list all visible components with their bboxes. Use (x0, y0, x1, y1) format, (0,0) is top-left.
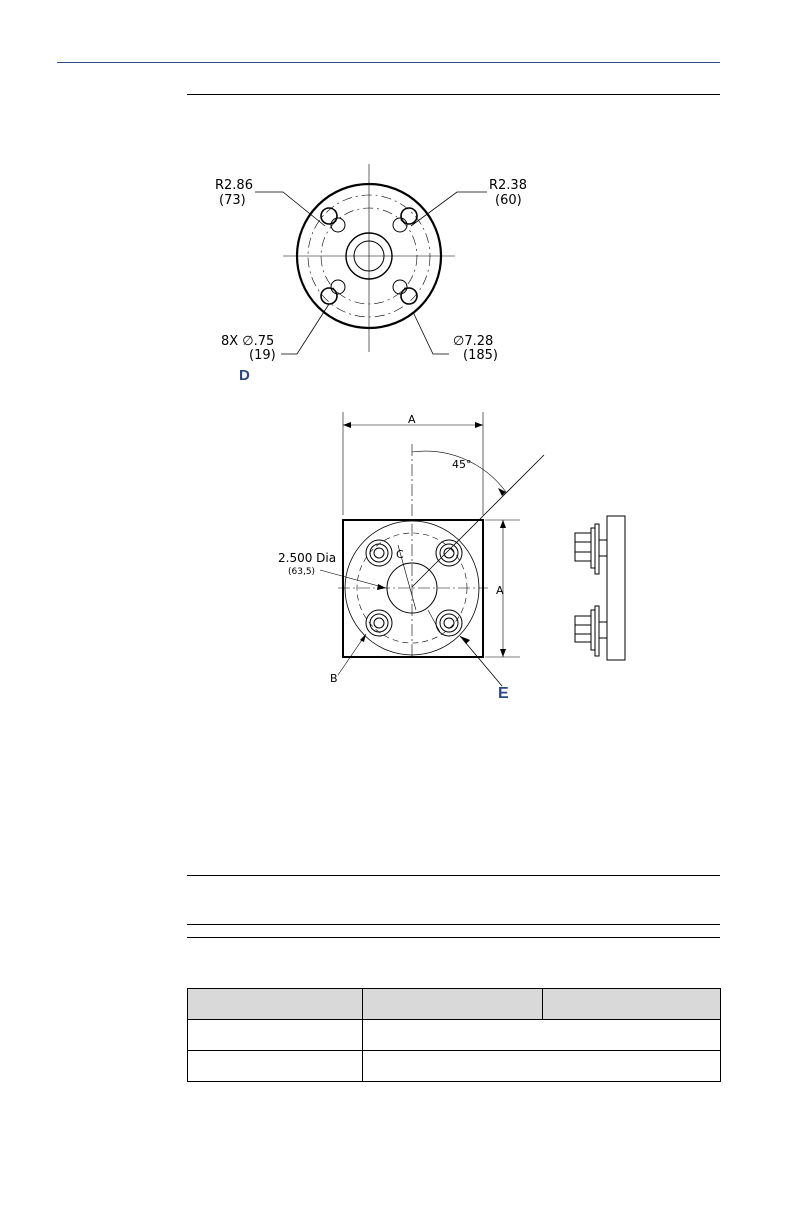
bolt-slot-tl (321, 208, 345, 232)
section-rule-2 (187, 924, 720, 925)
label-c: C (396, 548, 404, 561)
dim-bore: 2.500 Dia (278, 551, 337, 565)
dim-diameter-mm: (185) (463, 348, 498, 363)
callout-d: D (239, 367, 250, 384)
round-flange-drawing (187, 140, 547, 395)
label-b: B (330, 672, 338, 685)
dim-holes-mm: (19) (249, 348, 276, 363)
bolt-tr (436, 540, 462, 566)
table-header-cell (188, 989, 363, 1020)
table-header-cell (543, 989, 721, 1020)
table-row (188, 1020, 721, 1051)
bolt-tl (366, 540, 392, 566)
dim-angle: 45° (452, 458, 472, 471)
bolt-slot-bl (321, 280, 345, 304)
bolt-slot-tr (393, 208, 417, 232)
section-rule-1 (187, 875, 720, 876)
spec-table (187, 988, 721, 1082)
callout-e: E (498, 685, 509, 702)
bolt-br (436, 610, 462, 636)
table-cell (188, 1020, 363, 1051)
header-rule (57, 62, 720, 63)
table-row (188, 1051, 721, 1082)
dim-bore-mm: (63,5) (288, 567, 316, 577)
dim-holes: 8X ∅.75 (221, 334, 275, 349)
dim-a-right: A (496, 584, 504, 597)
dim-r-inner: R2.38 (489, 178, 527, 193)
bolt-bl (366, 610, 392, 636)
dim-r-inner-mm: (60) (495, 193, 522, 208)
table-header-row (188, 989, 721, 1020)
table-cell (363, 1020, 721, 1051)
dim-diameter: ∅7.28 (453, 334, 494, 349)
table-cell (363, 1051, 721, 1082)
side-view (575, 516, 625, 660)
table-header-cell (363, 989, 543, 1020)
section-rule-top (187, 94, 720, 95)
table-cell (188, 1051, 363, 1082)
section-rule-3 (187, 937, 720, 938)
dim-a-top: A (408, 413, 416, 426)
dim-r-outer-mm: (73) (219, 193, 246, 208)
dim-r-outer: R2.86 (215, 178, 253, 193)
bolt-slot-br (393, 280, 417, 304)
square-flange-drawing (278, 410, 630, 702)
